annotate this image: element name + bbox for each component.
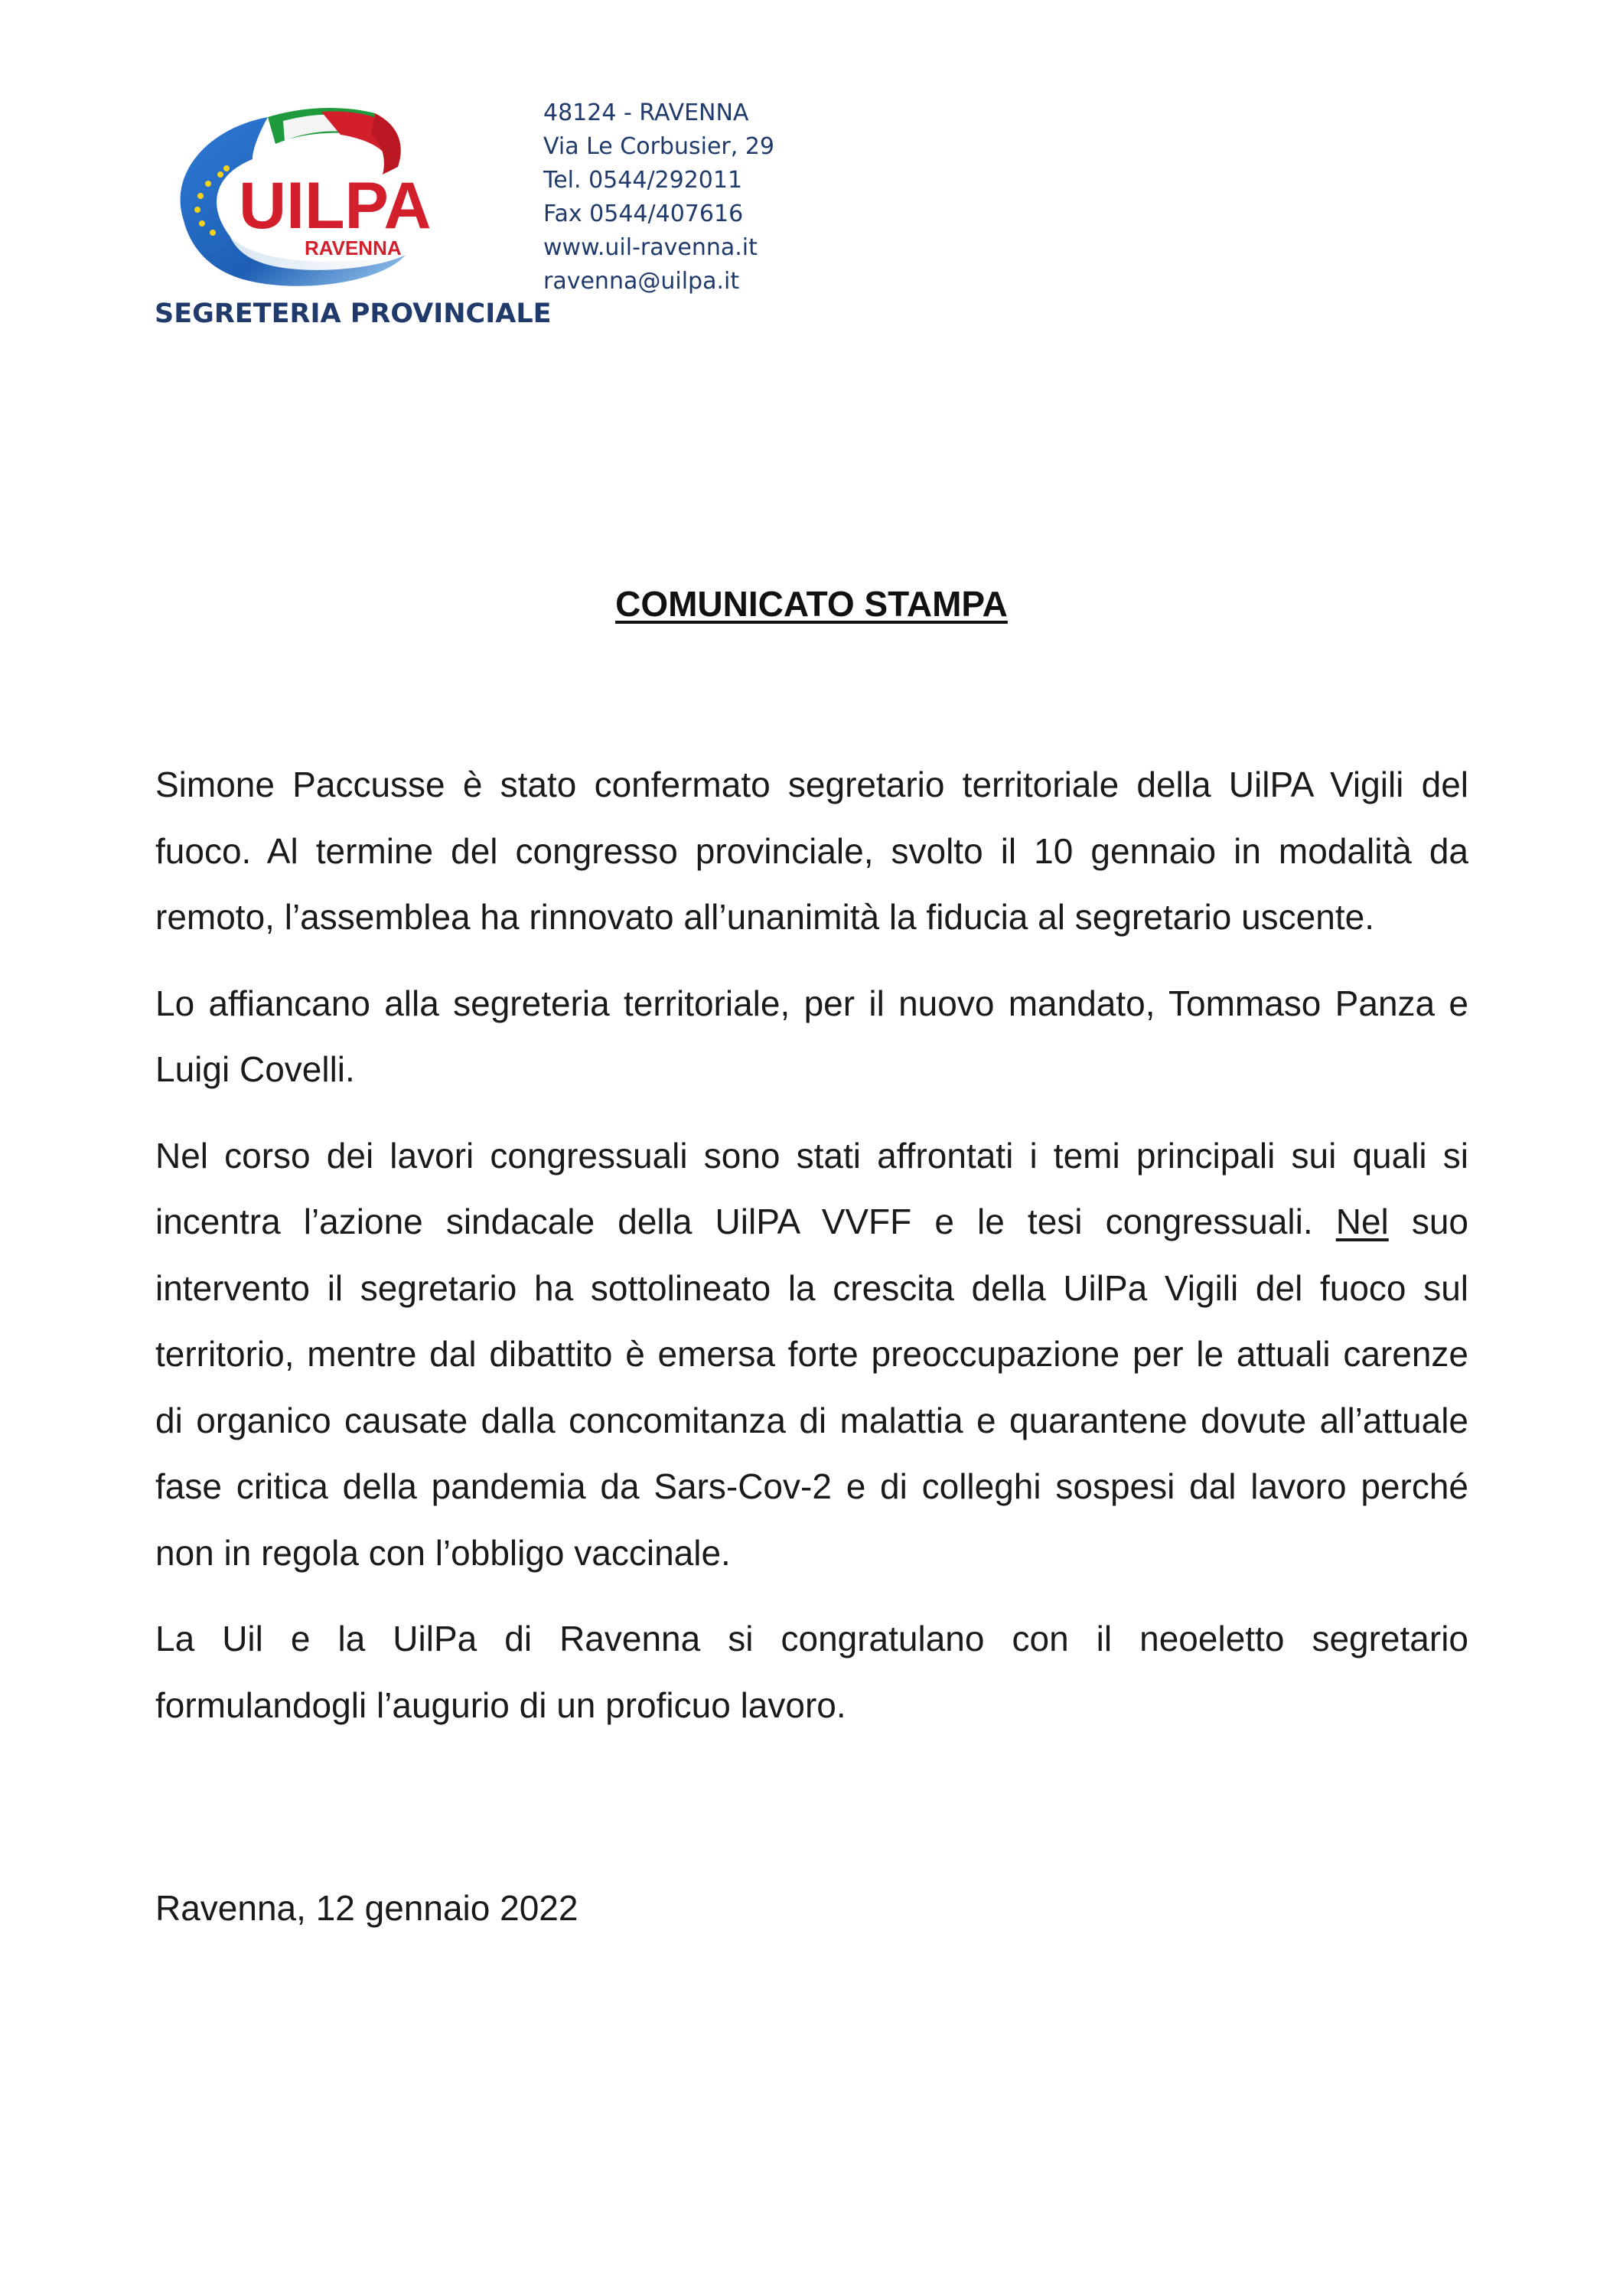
document-title: COMUNICATO STAMPA (615, 584, 1008, 624)
paragraph-3-part-c: suo intervento il segretario ha sottolineato la crescita della UilPa Vigili del fuoco sul territorio, mentre dal dibattito è emersa forte preoccupazione per le attuali carenze di organico causate dalla concomitanza di malattia e quarantene dovute all’attuale fase critica della pandemia da Sars-Cov-2 e di colleghi sospesi dal lavoro perché non in regola con l’obbligo vaccinale. (155, 1202, 1469, 1573)
logo-wordmark: UILPA (239, 169, 432, 243)
uilpa-logo-graphic (153, 90, 459, 297)
contact-phone: Tel. 0544/292011 (543, 167, 743, 194)
contact-email: ravenna@uilpa.it (543, 268, 740, 295)
contact-info-block (543, 96, 774, 298)
contact-address-cap: 48124 - RAVENNA (543, 99, 749, 126)
paragraph-2: Lo affiancano alla segreteria territoriale, per il nuovo mandato, Tommaso Panza e Luigi Covelli. (155, 983, 1468, 1089)
contact-fax: Fax 0544/407616 (543, 201, 744, 227)
paragraph-3 (155, 1123, 1468, 1587)
logo-subname: RAVENNA (305, 236, 402, 259)
place-and-date: Ravenna, 12 gennaio 2022 (155, 1888, 578, 1928)
paragraph-3-underlined-word: Nel (1335, 1202, 1389, 1241)
uilpa-logo (153, 90, 459, 297)
press-release-body (155, 752, 1468, 1758)
paragraph-3-part-a: Nel corso dei lavori congressuali sono stati affrontati i temi principali sui quali si incentra l’azione sindacale della UilPA VVFF e le tesi congressuali. (155, 1135, 1468, 1241)
paragraph-4: La Uil e la UilPa di Ravenna si congratulano con il neoeletto segretario formulandogli l’augurio di un proficuo lavoro. (155, 1619, 1468, 1725)
contact-website: www.uil-ravenna.it (543, 234, 758, 261)
contact-street: Via Le Corbusier, 29 (543, 133, 774, 160)
paragraph-1: Simone Paccusse è stato confermato segretario territoriale della UilPA Vigili del fuoco. Al termine del congresso provinciale, svolto il 10 gennaio in modalità da remoto, l’assemblea ha rinnovato all’unanimità la fiducia al segretario uscente. (155, 765, 1468, 937)
segreteria-provinciale-label: SEGRETERIA PROVINCIALE (155, 298, 552, 329)
